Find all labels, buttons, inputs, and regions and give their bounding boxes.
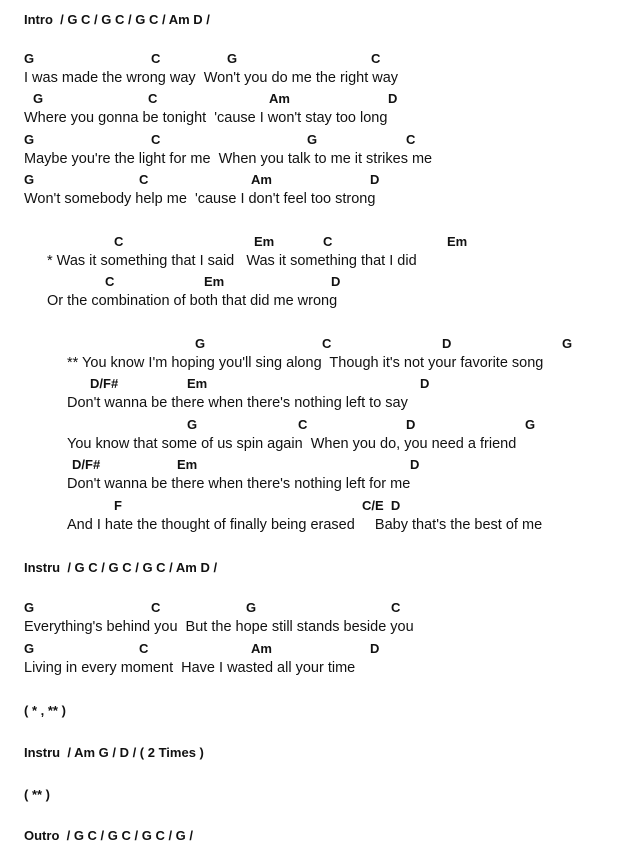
chord: G xyxy=(307,132,318,147)
chord: G xyxy=(227,51,238,66)
chord: C xyxy=(406,132,416,147)
lyric-line: ** You know I'm hoping you'll sing along Though it's not your favorite song xyxy=(67,355,544,371)
chord: C xyxy=(323,234,333,249)
chord: Am xyxy=(251,641,272,656)
lyric-line: I was made the wrong way Won't you do me the right way xyxy=(24,70,399,86)
chord: G xyxy=(195,336,206,351)
lyric-line: Where you gonna be tonight 'cause I won't stay too long xyxy=(24,110,388,126)
chord: G xyxy=(246,600,257,615)
chord: D xyxy=(442,336,452,351)
instrumental-line: Instru / G C / G C / G C / Am D / xyxy=(24,560,218,575)
chord: C xyxy=(151,600,161,615)
chord: D xyxy=(370,641,380,656)
lyric-line: Maybe you're the light for me When you talk to me it strikes me xyxy=(24,151,433,167)
chord: G xyxy=(24,172,35,187)
chord: Em xyxy=(177,457,198,472)
chord: G xyxy=(525,417,536,432)
lyric-line: Or the combination of both that did me wrong xyxy=(47,293,338,309)
intro-line: Intro / G C / G C / G C / Am D / xyxy=(24,12,210,27)
chord: Em xyxy=(447,234,468,249)
chord: Em xyxy=(204,274,225,289)
chord: D/F# xyxy=(90,376,119,391)
chord: C xyxy=(371,51,381,66)
lyric-line: Everything's behind you But the hope still stands beside you xyxy=(24,619,414,635)
chord: G xyxy=(24,641,35,656)
chord: C xyxy=(105,274,115,289)
chord: Am xyxy=(251,172,272,187)
instrumental-line: Instru / Am G / D / ( 2 Times ) xyxy=(24,745,204,760)
chord: C xyxy=(114,234,124,249)
repeat-marker: ( ** ) xyxy=(24,787,50,802)
chord: Em xyxy=(187,376,208,391)
chord: D xyxy=(331,274,341,289)
chord: D xyxy=(406,417,416,432)
lyric-line: * Was it something that I said Was it something that I did xyxy=(47,253,417,269)
outro-line: Outro / G C / G C / G C / G / xyxy=(24,828,194,843)
chord: C xyxy=(151,132,161,147)
chord: C xyxy=(139,641,149,656)
chord: G xyxy=(562,336,573,351)
chord: D xyxy=(370,172,380,187)
lyric-line: Don't wanna be there when there's nothing left for me xyxy=(67,476,411,492)
chord: D xyxy=(388,91,398,106)
lyric-line: You know that some of us spin again When you do, you need a friend xyxy=(67,436,517,452)
chord: D/F# xyxy=(72,457,101,472)
chord: C/E D xyxy=(362,498,401,513)
lyric-line: Won't somebody help me 'cause I don't feel too strong xyxy=(24,191,376,207)
chord: C xyxy=(391,600,401,615)
chord: G xyxy=(33,91,44,106)
lyric-line: Don't wanna be there when there's nothing left to say xyxy=(67,395,408,411)
chord: G xyxy=(24,132,35,147)
chord: Am xyxy=(269,91,290,106)
chord: Em xyxy=(254,234,275,249)
chord: C xyxy=(148,91,158,106)
repeat-marker: ( * , ** ) xyxy=(24,703,66,718)
chord: C xyxy=(151,51,161,66)
chord: C xyxy=(139,172,149,187)
chord: D xyxy=(420,376,430,391)
chord: G xyxy=(187,417,198,432)
lyric-line: Living in every moment Have I wasted all your time xyxy=(24,660,356,676)
chord: G xyxy=(24,600,35,615)
chord: F xyxy=(114,498,122,513)
chord: C xyxy=(322,336,332,351)
chord: C xyxy=(298,417,308,432)
lyric-line: And I hate the thought of finally being erased Baby that's the best of me xyxy=(67,517,543,533)
chord: G xyxy=(24,51,35,66)
chord: D xyxy=(410,457,420,472)
